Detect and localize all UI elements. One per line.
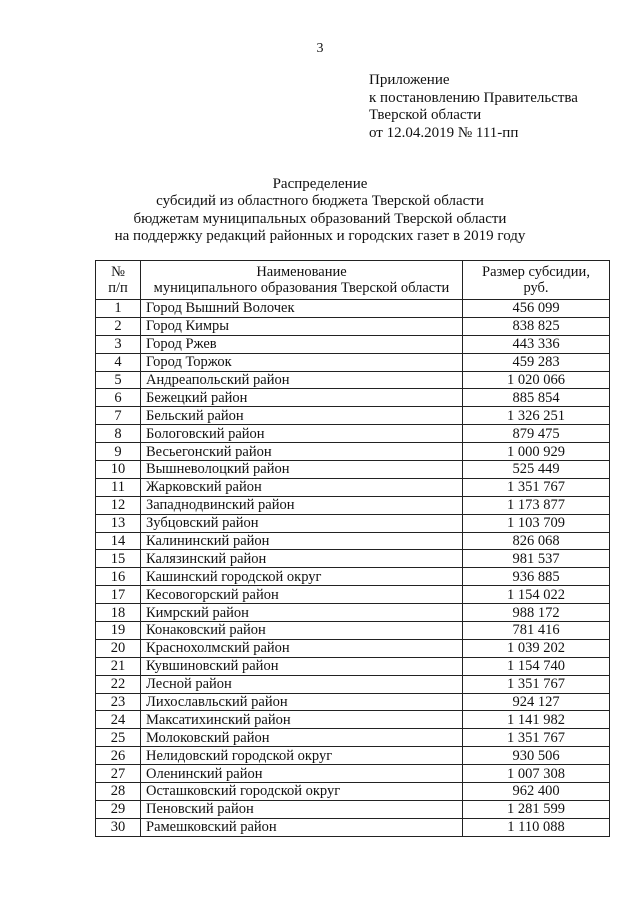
row-number: 7: [96, 407, 141, 425]
subsidy-amount: 1 000 929: [463, 443, 610, 461]
row-number: 27: [96, 765, 141, 783]
table-row: [96, 300, 610, 318]
subsidy-amount: 525 449: [463, 461, 610, 479]
header-amount: [463, 261, 610, 300]
header-num-line2: п/п: [108, 280, 128, 296]
appendix-line: Приложение: [369, 72, 450, 88]
municipality-name: Жарковский район: [141, 478, 463, 496]
header-num: [96, 261, 141, 300]
subsidy-amount: 936 885: [463, 568, 610, 586]
municipality-name: Лихославльский район: [141, 693, 463, 711]
row-number: 1: [96, 300, 141, 318]
municipality-name: Зубцовский район: [141, 514, 463, 532]
document-title: [0, 176, 640, 245]
row-number: 11: [96, 478, 141, 496]
table-row: [96, 568, 610, 586]
table-row: [96, 639, 610, 657]
table-row: [96, 550, 610, 568]
subsidy-amount: 930 506: [463, 747, 610, 765]
subsidy-amount: 981 537: [463, 550, 610, 568]
subsidy-amount: 459 283: [463, 353, 610, 371]
municipality-name: Андреапольский район: [141, 371, 463, 389]
header-amount-line1: Размер субсидии,: [482, 264, 590, 280]
subsidy-amount: 879 475: [463, 425, 610, 443]
municipality-name: Молоковский район: [141, 729, 463, 747]
subsidy-amount: 988 172: [463, 604, 610, 622]
header-name-line2: муниципального образования Тверской области: [153, 280, 450, 296]
municipality-name: Бежецкий район: [141, 389, 463, 407]
table-row: [96, 514, 610, 532]
row-number: 25: [96, 729, 141, 747]
table-header: [96, 261, 610, 300]
subsidy-amount: 1 110 088: [463, 818, 610, 836]
subsidy-amount: 1 039 202: [463, 639, 610, 657]
municipality-name: Западнодвинский район: [141, 496, 463, 514]
header-name: [141, 261, 463, 300]
row-number: 8: [96, 425, 141, 443]
table-row: [96, 496, 610, 514]
row-number: 6: [96, 389, 141, 407]
municipality-name: Город Кимры: [141, 317, 463, 335]
subsidy-amount: 1 173 877: [463, 496, 610, 514]
table-row: [96, 711, 610, 729]
municipality-name: Калязинский район: [141, 550, 463, 568]
title-line: бюджетам муниципальных образований Тверской области: [133, 210, 507, 227]
table-row: [96, 818, 610, 836]
municipality-name: Кесовогорский район: [141, 586, 463, 604]
row-number: 4: [96, 353, 141, 371]
table-row: [96, 693, 610, 711]
subsidy-amount: 1 351 767: [463, 675, 610, 693]
row-number: 14: [96, 532, 141, 550]
appendix-date-line: от 12.04.2019 № 111-пп: [369, 124, 519, 141]
row-number: 18: [96, 604, 141, 622]
municipality-name: Конаковский район: [141, 622, 463, 640]
table-row: [96, 335, 610, 353]
table-row: [96, 443, 610, 461]
table-row: [96, 407, 610, 425]
appendix-line: к постановлению Правительства: [369, 89, 578, 106]
row-number: 28: [96, 783, 141, 801]
subsidy-amount: 1 103 709: [463, 514, 610, 532]
municipality-name: Город Ржев: [141, 335, 463, 353]
header-name-line1: Наименование: [256, 264, 347, 280]
subsidy-amount: 1 351 767: [463, 729, 610, 747]
subsidy-amount: 826 068: [463, 532, 610, 550]
row-number: 29: [96, 800, 141, 818]
subsidy-amount: 838 825: [463, 317, 610, 335]
table-row: [96, 729, 610, 747]
table-row: [96, 461, 610, 479]
subsidy-amount: 885 854: [463, 389, 610, 407]
subsidy-amount: 924 127: [463, 693, 610, 711]
row-number: 30: [96, 818, 141, 836]
municipality-name: Весьегонский район: [141, 443, 463, 461]
table-row: [96, 675, 610, 693]
municipality-name: Оленинский район: [141, 765, 463, 783]
table-row: [96, 532, 610, 550]
row-number: 12: [96, 496, 141, 514]
subsidy-amount: 456 099: [463, 300, 610, 318]
row-number: 21: [96, 657, 141, 675]
municipality-name: Осташковский городской округ: [141, 783, 463, 801]
subsidy-amount: 1 326 251: [463, 407, 610, 425]
subsidy-amount: 443 336: [463, 335, 610, 353]
municipality-name: Краснохолмский район: [141, 639, 463, 657]
subsidy-amount: 1 281 599: [463, 800, 610, 818]
municipality-name: Лесной район: [141, 675, 463, 693]
municipality-name: Максатихинский район: [141, 711, 463, 729]
header-amount-line2: руб.: [523, 280, 549, 296]
row-number: 5: [96, 371, 141, 389]
row-number: 17: [96, 586, 141, 604]
municipality-name: Вышневолоцкий район: [141, 461, 463, 479]
row-number: 20: [96, 639, 141, 657]
subsidy-amount: 1 351 767: [463, 478, 610, 496]
title-line: субсидий из областного бюджета Тверской области: [156, 193, 484, 210]
appendix-line: Тверской области: [369, 107, 482, 123]
subsidy-table: [95, 260, 610, 837]
municipality-name: Кашинский городской округ: [141, 568, 463, 586]
row-number: 24: [96, 711, 141, 729]
municipality-name: Город Торжок: [141, 353, 463, 371]
municipality-name: Бельский район: [141, 407, 463, 425]
row-number: 19: [96, 622, 141, 640]
row-number: 13: [96, 514, 141, 532]
row-number: 2: [96, 317, 141, 335]
table-row: [96, 389, 610, 407]
municipality-name: Пеновский район: [141, 800, 463, 818]
municipality-name: Кимрский район: [141, 604, 463, 622]
table-row: [96, 317, 610, 335]
table-row: [96, 425, 610, 443]
table-row: [96, 747, 610, 765]
table-row: [96, 622, 610, 640]
row-number: 26: [96, 747, 141, 765]
subsidy-amount: 1 007 308: [463, 765, 610, 783]
subsidy-amount: 781 416: [463, 622, 610, 640]
municipality-name: Бологовский район: [141, 425, 463, 443]
table-body: [96, 300, 610, 837]
subsidy-amount: 962 400: [463, 783, 610, 801]
municipality-name: Город Вышний Волочек: [141, 300, 463, 318]
table-row: [96, 800, 610, 818]
appendix-block: [369, 72, 578, 142]
table-row: [96, 586, 610, 604]
title-line: Распределение: [272, 176, 368, 192]
table-row: [96, 657, 610, 675]
table-row: [96, 353, 610, 371]
row-number: 16: [96, 568, 141, 586]
header-row: [96, 261, 610, 300]
subsidy-amount: 1 141 982: [463, 711, 610, 729]
subsidy-amount: 1 020 066: [463, 371, 610, 389]
table-row: [96, 604, 610, 622]
row-number: 23: [96, 693, 141, 711]
row-number: 9: [96, 443, 141, 461]
row-number: 3: [96, 335, 141, 353]
table-row: [96, 783, 610, 801]
table-row: [96, 765, 610, 783]
title-line: на поддержку редакций районных и городских газет в 2019 году: [114, 227, 526, 244]
municipality-name: Кувшиновский район: [141, 657, 463, 675]
municipality-name: Рамешковский район: [141, 818, 463, 836]
header-num-line1: №: [111, 264, 125, 280]
municipality-name: Нелидовский городской округ: [141, 747, 463, 765]
page-number: 3: [316, 41, 324, 56]
table-row: [96, 371, 610, 389]
row-number: 10: [96, 461, 141, 479]
row-number: 22: [96, 675, 141, 693]
subsidy-amount: 1 154 022: [463, 586, 610, 604]
row-number: 15: [96, 550, 141, 568]
municipality-name: Калининский район: [141, 532, 463, 550]
subsidy-amount: 1 154 740: [463, 657, 610, 675]
table-row: [96, 478, 610, 496]
